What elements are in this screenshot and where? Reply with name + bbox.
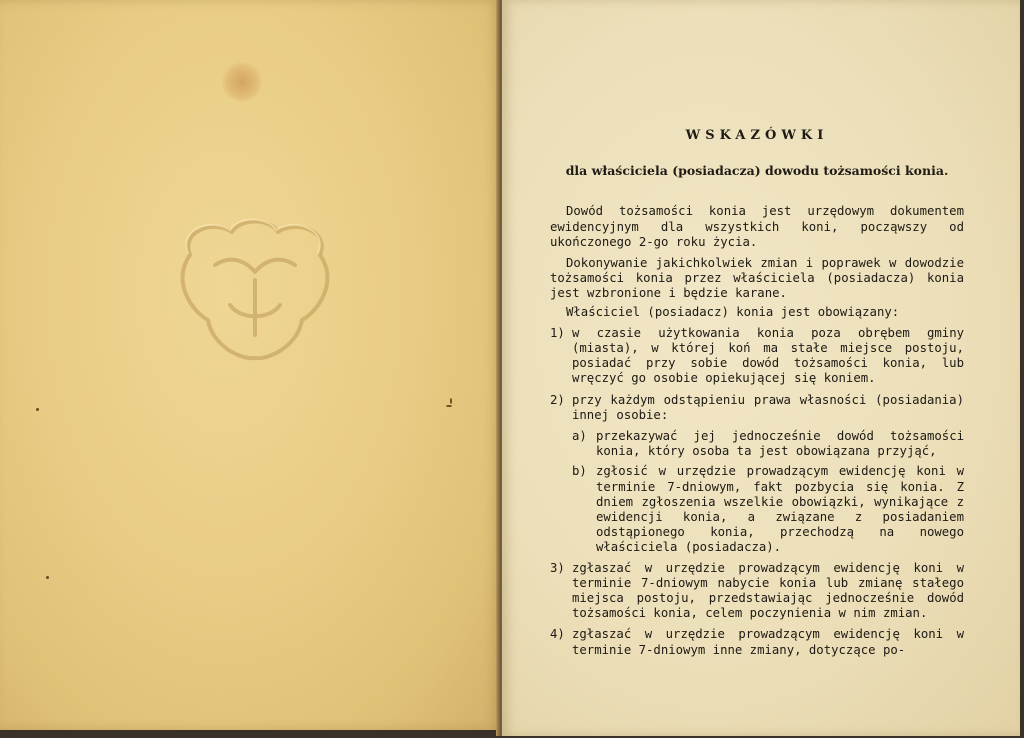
sub-list-item-letter: a) (572, 429, 587, 444)
list-item (550, 561, 964, 622)
paragraph: Właściciel (posiadacz) konia jest obowiązany: (566, 304, 900, 319)
list-item-number: 2) (550, 392, 565, 407)
paragraph: Dokonywanie jakichkolwiek zmian i poprawek w dowodzie tożsamości konia przez właściciela (posiadacza) konia jest wzbronione i będzie karane. (550, 256, 964, 301)
sub-list-item-letter: b) (572, 464, 587, 479)
list-item-text: w czasie użytkowania konia poza obrębem gminy (miasta), w której koń ma stałe miejsce postoju, posiadać przy sobie dowód tożsamości konia, lub wręczyć go osobie opiekującej się koniem. (572, 325, 964, 386)
instructions-text (550, 128, 964, 664)
sub-list-item (550, 429, 964, 459)
list-item-text: zgłaszać w urzędzie prowadzącym ewidencję koni w terminie 7-dniowym inne zmiany, dotyczące po- (572, 627, 964, 657)
page-subtitle: dla właściciela (posiadacza) dowodu tożsamości konia. (565, 163, 949, 179)
sub-list-item-text: zgłosić w urzędzie prowadzącym ewidencję koni w terminie 7-dniowym, fakt pozbycia się konia. Z dniem zgłoszenia wszelkie obowiązki, wynikające z ewidencji konia, a związane z posiadaniem odstąpionego konia, przechodzą na nowego właściciela (posiadacza). (596, 464, 964, 555)
sub-list-item (550, 464, 964, 555)
left-page (0, 0, 500, 730)
list-item-number: 1) (550, 325, 565, 340)
speck (446, 405, 452, 407)
page-title: WSKAZÓWKI (685, 128, 829, 143)
list-item (550, 627, 964, 657)
embossed-eagle-emblem-icon (170, 210, 340, 370)
list-item-text: zgłaszać w urzędzie prowadzącym ewidencję koni w terminie 7-dniowym nabycie konia lub zmianę stałego miejsca postoju, przedstawiając jednocześnie dowód tożsamości konia, celem poczynienia w nim zmian. (572, 560, 964, 621)
list-item-text: przy każdym odstąpieniu prawa własności (posiadania) innej osobie: (572, 392, 964, 422)
list-item-number: 4) (550, 627, 565, 642)
speck (46, 576, 49, 579)
list-item-number: 3) (550, 560, 565, 575)
list-item (550, 326, 964, 387)
list-item (550, 393, 964, 423)
speck (450, 398, 452, 404)
paragraph: Dowód tożsamości konia jest urzędowym dokumentem ewidencyjnym dla wszystkich koni, począwszy od ukończonego 2-go roku życia. (550, 204, 964, 249)
paper-stain (222, 62, 262, 102)
sub-list-item-text: przekazywać jej jednocześnie dowód tożsamości konia, który osoba ta jest obowiązana przyjąć, (596, 429, 964, 459)
speck (36, 408, 39, 411)
right-page (502, 0, 1020, 736)
